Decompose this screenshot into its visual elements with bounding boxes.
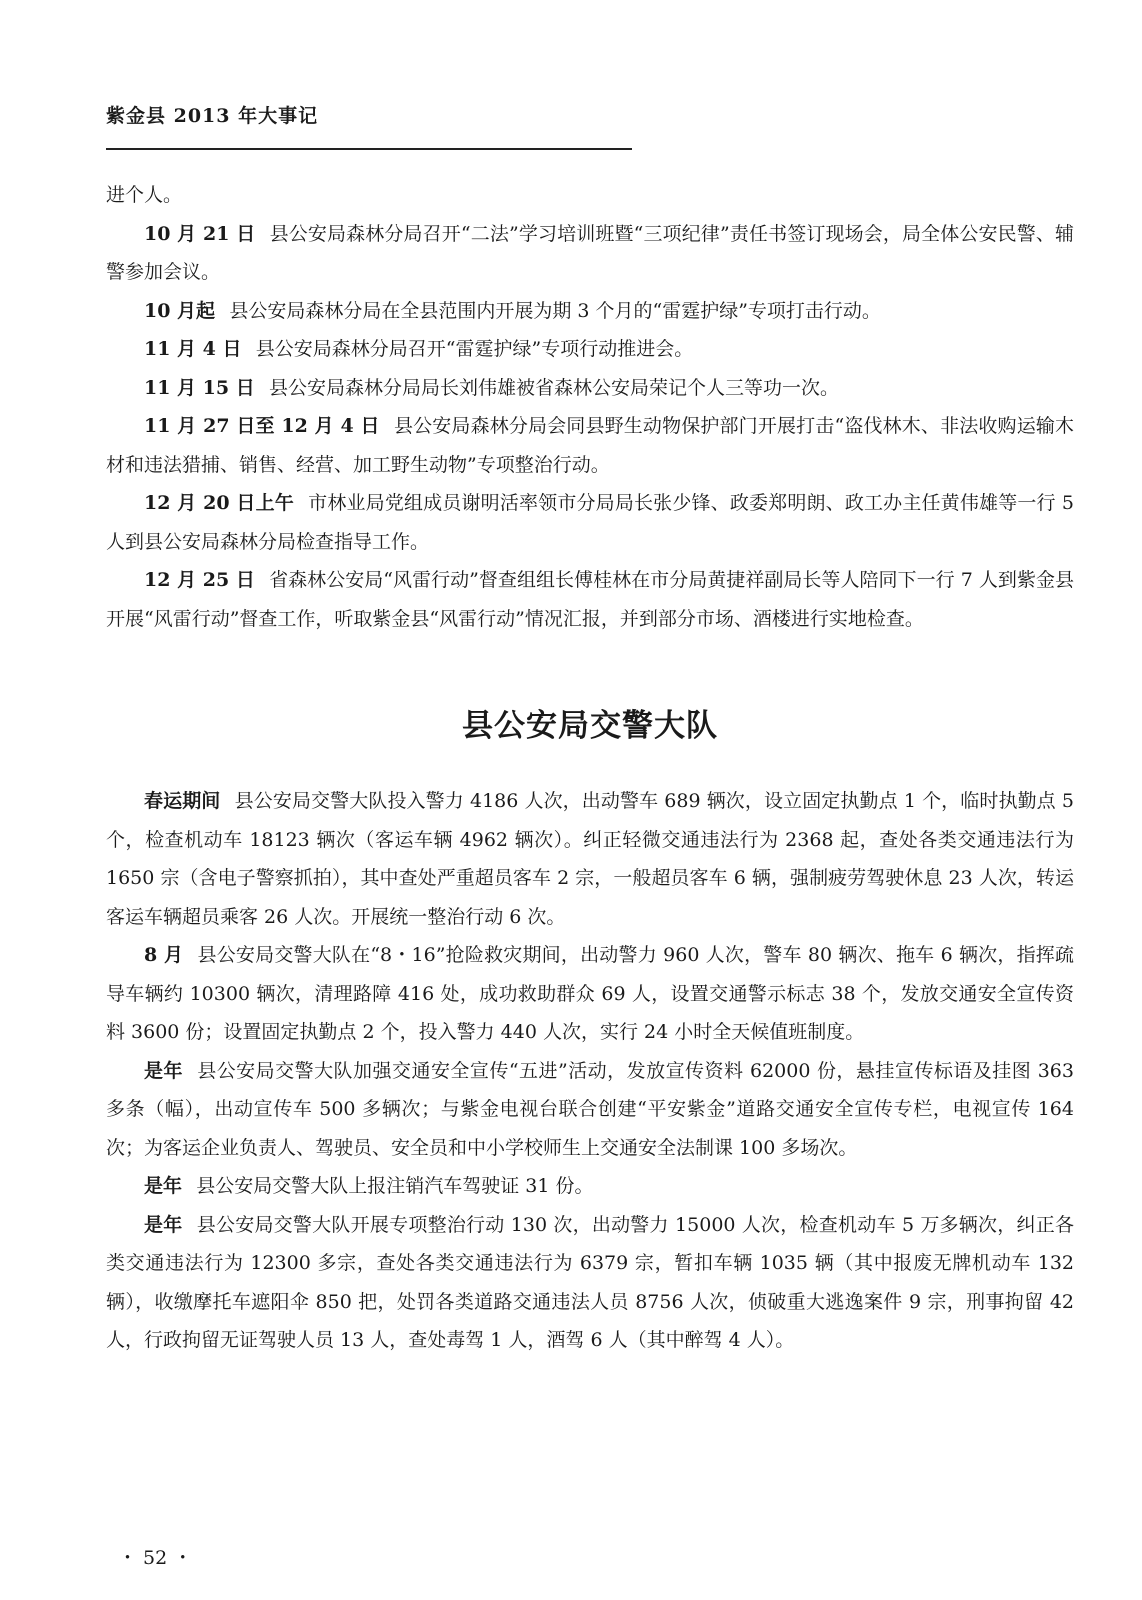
entry-text: 市林业局党组成员谢明活率领市分局局长张少锋、政委郑明朗、政工办主任黄伟雄等一行 5 人到县公安局森林分局检查指导工作。 [106, 492, 1074, 553]
traffic-police-events [106, 782, 1074, 1360]
entry-date: 春运期间 [144, 790, 221, 812]
entry-date: 是年 [144, 1213, 183, 1236]
entry-date: 11 月 15 日 [144, 376, 255, 399]
running-head: 紫金县 2013 年大事记 [106, 105, 319, 127]
entry-text: 县公安局交警大队在“8・16”抢险救灾期间，出动警力 960 人次，警车 80 辆次、拖车 6 辆次，指挥疏导车辆约 10300 辆次，清理路障 416 处，成功救助群众 69 人，设置交通警示标志 38 个，发放交通安全宣传资料 3600 份；设置固定执勤点 2 个，投入警力 440 人次，实行 24 小时全天候值班制度。 [106, 944, 1074, 1043]
entry-text: 县公安局交警大队开展专项整治行动 130 次，出动警力 15000 人次，检查机动车 5 万多辆次，纠正各类交通违法行为 12300 多宗，查处各类交通违法行为 6379 宗，暂扣车辆 1035 辆（其中报废无牌机动车 132 辆），收缴摩托车遮阳伞 850 把，处罚各类道路交通违法人员 8756 人次，侦破重大逃逸案件 9 宗，刑事拘留 42 人，行政拘留无证驾驶人员 13 人，查处毒驾 1 人，酒驾 6 人（其中醉驾 4 人）。 [106, 1213, 1074, 1351]
entry-date: 是年 [144, 1059, 183, 1082]
entry-text: 县公安局森林分局召开“雷霆护绿”专项行动推进会。 [255, 338, 694, 360]
entry-text: 县公安局森林分局召开“二法”学习培训班暨“三项纪律”责任书签订现场会，局全体公安民警、辅警参加会议。 [106, 222, 1074, 283]
event-entry [106, 561, 1074, 638]
entry-date: 是年 [144, 1175, 183, 1197]
event-entry [106, 1052, 1074, 1168]
event-entry [106, 407, 1074, 484]
entry-date: 12 月 25 日 [144, 569, 255, 591]
entry-date: 12 月 20 日上午 [144, 492, 294, 514]
entry-date: 11 月 4 日 [144, 338, 242, 360]
event-entry [106, 292, 1074, 331]
event-entry [106, 369, 1074, 408]
event-entry [106, 936, 1074, 1052]
entry-text: 县公安局交警大队投入警力 4186 人次，出动警车 689 辆次，设立固定执勤点 1 个，临时执勤点 5 个，检查机动车 18123 辆次（客运车辆 4962 辆次）。纠正轻微交通违法行为 2368 起，查处各类交通违法行为 1650 宗（含电子警察抓拍），其中查处严重超员客车 2 宗，一般超员客车 6 辆，强制疲劳驾驶休息 23 人次，转运客运车辆超员乘客 26 人次。开展统一整治行动 6 次。 [106, 790, 1074, 928]
event-entry [106, 1206, 1074, 1360]
header-rule [106, 148, 632, 150]
entry-text: 进个人。 [106, 184, 183, 206]
entry-text: 县公安局交警大队上报注销汽车驾驶证 31 份。 [196, 1175, 594, 1197]
entry-text: 省森林公安局“风雷行动”督查组组长傅桂林在市分局黄捷祥副局长等人陪同下一行 7 人到紫金县开展“风雷行动”督查工作，听取紫金县“风雷行动”情况汇报，并到部分市场、酒楼进行实地检查。 [106, 569, 1074, 630]
entry-text: 县公安局交警大队加强交通安全宣传“五进”活动，发放宣传资料 62000 份，悬挂宣传标语及挂图 363 多条（幅），出动宣传车 500 多辆次；与紫金电视台联合创建“平安紫金”道路交通安全宣传专栏，电视宣传 164 次；为客运企业负责人、驾驶员、安全员和中小学校师生上交通安全法制课 100 多场次。 [106, 1059, 1074, 1159]
event-entry [106, 1167, 1074, 1206]
section-heading: 县公安局交警大队 [462, 708, 718, 744]
entry-date: 11 月 27 日至 12 月 4 日 [144, 415, 380, 437]
forest-police-events [106, 176, 1074, 638]
entry-text: 县公安局森林分局在全县范围内开展为期 3 个月的“雷霆护绿”专项打击行动。 [229, 299, 881, 322]
event-entry [106, 330, 1074, 369]
entry-text: 县公安局森林分局会同县野生动物保护部门开展打击“盗伐林木、非法收购运输木材和违法猎捕、销售、经营、加工野生动物”专项整治行动。 [106, 415, 1074, 476]
entry-date: 8 月 [144, 944, 184, 966]
event-entry [106, 484, 1074, 561]
event-entry [106, 782, 1074, 936]
event-entry [106, 215, 1074, 292]
entry-date: 10 月 21 日 [144, 222, 256, 245]
page-number: ・ 52 ・ [118, 1547, 193, 1569]
entry-date: 10 月起 [144, 299, 216, 322]
entry-text: 县公安局森林分局局长刘伟雄被省森林公安局荣记个人三等功一次。 [268, 376, 839, 399]
continued-paragraph [106, 176, 1074, 215]
